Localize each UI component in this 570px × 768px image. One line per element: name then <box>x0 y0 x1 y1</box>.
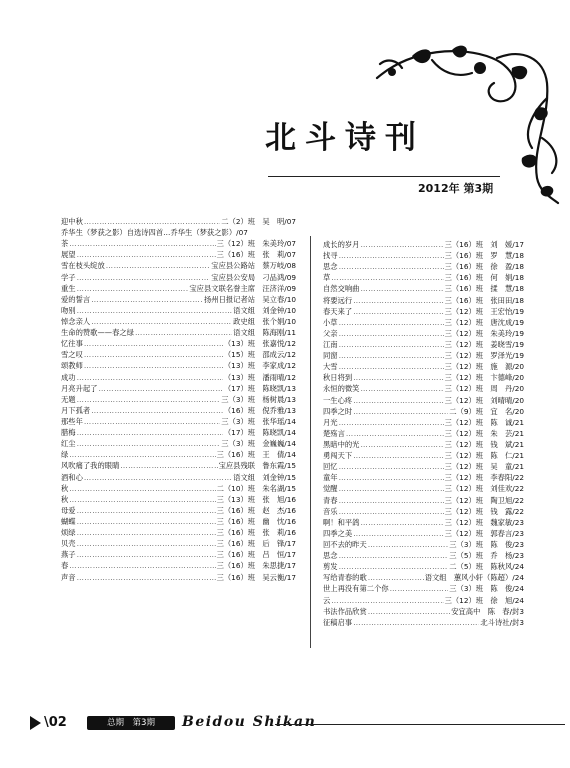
toc-entry-author: 三（16）班 揉 慧/18 <box>444 284 524 294</box>
toc-entry-author: 三（12）班 朱 芸/21 <box>444 428 524 438</box>
toc-entry-author: 三（12）班 罗泽光/19 <box>444 351 524 361</box>
toc-entry-title: 红尘 <box>61 439 76 449</box>
toc-leader-dots <box>339 250 444 261</box>
issue-badge: 总期 第3期 <box>87 716 175 730</box>
toc-entry-author: 三（16）班 朱思捷/17 <box>216 561 296 571</box>
toc-entry-author: 三（12）班 钱 斌/21 <box>444 439 524 449</box>
toc-entry <box>61 449 296 460</box>
toc-entry <box>61 360 296 371</box>
toc-leader-dots <box>353 295 443 306</box>
toc-entry-title: 一生心疼 <box>323 395 353 405</box>
toc-entry-title: 月光 <box>323 417 338 427</box>
toc-entry-author: （17）班 陈晓凯/14 <box>223 428 296 438</box>
toc-entry-author: 语文组 蕙风小轩（陈超）/24 <box>424 573 524 583</box>
toc-leader-dots <box>77 427 223 438</box>
toc-entry-title: 酒和心 <box>61 472 83 482</box>
toc-entry <box>61 394 296 405</box>
toc-entry-title: 颂教师 <box>61 361 83 371</box>
toc-entry-author: 三（12）班 周 丹/20 <box>444 384 524 394</box>
toc-leader-dots <box>69 449 215 460</box>
toc-leader-dots <box>368 539 448 550</box>
toc-entry-title: 雪在枝头绽放 <box>61 261 105 271</box>
toc-leader-dots <box>69 494 215 505</box>
toc-entry-author: 宝应县文联名誉主席 汪济洋/09 <box>189 283 296 293</box>
toc-entry-title: 音乐 <box>323 506 338 516</box>
toc-entry <box>61 549 296 560</box>
toc-entry <box>61 494 296 505</box>
toc-entry-title: 四季之时 <box>323 406 353 416</box>
toc-leader-dots <box>69 483 215 494</box>
toc-entry-title: 父亲 <box>323 328 338 338</box>
toc-entry-author: 北斗诗社/封3 <box>480 617 524 627</box>
toc-entry-author: 宝应县公安局 刁品鸿/09 <box>211 272 296 282</box>
toc-leader-dots <box>77 394 221 405</box>
toc-entry <box>61 249 296 260</box>
toc-entry <box>323 328 524 339</box>
column-divider <box>310 236 311 648</box>
toc-entry <box>323 261 524 272</box>
toc-entry <box>323 350 524 361</box>
page-number: \02 <box>44 715 67 730</box>
toc-entry-title: 展望 <box>61 250 76 260</box>
toc-entry-title: 悼念亲人 <box>61 316 91 326</box>
toc-entry-author: 三（3）班 陈 俊/23 <box>449 539 524 549</box>
toc-entry-title: 剪发 <box>323 562 338 572</box>
toc-entry <box>61 516 296 527</box>
toc-leader-dots <box>368 606 450 617</box>
toc-entry-author: 三（16）班 罗 慧/18 <box>444 251 524 261</box>
toc-entry-author: 三（12）班 郭春言/23 <box>444 528 524 538</box>
toc-entry-title: 江南 <box>323 339 338 349</box>
toc-entry <box>323 539 524 550</box>
toc-entry-author: 语文组 刘金钟/10 <box>233 305 296 315</box>
toc-entry-title: 绿 <box>61 450 69 460</box>
toc-left-column <box>61 216 296 583</box>
toc-entry-title: 蝴蝶 <box>61 516 76 526</box>
toc-entry <box>323 606 524 617</box>
toc-entry-author: 三（16）班 徐 盈/18 <box>444 262 524 272</box>
toc-entry-title: 草 <box>323 273 331 283</box>
toc-entry <box>323 406 524 417</box>
toc-entry-title: 声音 <box>61 572 76 582</box>
toc-entry <box>323 295 524 306</box>
toc-entry-title: 生命的赞歌——春之绿 <box>61 328 134 338</box>
toc-entry-author: 三（16）班 张 莉/07 <box>216 250 296 260</box>
toc-right-column <box>323 239 524 628</box>
toc-entry <box>323 561 524 572</box>
toc-leader-dots <box>339 472 444 483</box>
toc-entry-title: 大雪 <box>323 362 338 372</box>
toc-entry <box>61 505 296 516</box>
toc-leader-dots <box>77 372 223 383</box>
toc-leader-dots <box>339 495 444 506</box>
toc-entry <box>61 216 296 227</box>
toc-entry <box>323 506 524 517</box>
toc-entry <box>61 349 296 360</box>
toc-entry-author: 三（12）班 刘晴晴/20 <box>444 395 524 405</box>
toc-entry <box>323 595 524 606</box>
toc-entry-title: 忆往事 <box>61 339 83 349</box>
toc-entry-title: 找寻 <box>323 251 338 261</box>
toc-entry-title: 回不去的昨天 <box>323 539 367 549</box>
toc-entry <box>323 439 524 450</box>
toc-entry-title: 世上再没有第二个你 <box>323 584 389 594</box>
toc-entry-author: （13）班 李家成/12 <box>223 361 296 371</box>
toc-entry-author: （13）班 潘雨晴/12 <box>223 372 296 382</box>
toc-leader-dots <box>346 428 444 439</box>
toc-entry <box>61 538 296 549</box>
toc-entry-title: 腊梅 <box>61 428 76 438</box>
toc-leader-dots <box>135 327 232 338</box>
toc-leader-dots <box>339 261 444 272</box>
toc-entry-title: 春天来了 <box>323 306 353 316</box>
toc-leader-dots <box>77 283 189 294</box>
triangle-icon <box>30 716 41 730</box>
toc-leader-dots <box>91 316 232 327</box>
toc-leader-dots <box>360 383 443 394</box>
toc-entry-title: 童年 <box>323 473 338 483</box>
toc-entry-title: 自然交响曲 <box>323 284 360 294</box>
toc-entry-title: 成功 <box>61 372 76 382</box>
footer-rule <box>275 724 565 725</box>
toc-entry <box>323 250 524 261</box>
toc-leader-dots <box>353 617 479 628</box>
toc-entry <box>323 583 524 594</box>
toc-entry <box>323 483 524 494</box>
toc-entry-author: 二（9）班 宜 名/20 <box>449 406 524 416</box>
toc-entry-author: 语文组 刘金钟/15 <box>233 472 296 482</box>
toc-leader-dots <box>339 506 444 517</box>
toc-entry-title: 思念 <box>323 262 338 272</box>
toc-entry <box>323 395 524 406</box>
toc-entry-author: 宝应县公路站 蔡万岐/08 <box>211 261 296 271</box>
toc-entry-author: 语文组 陈海刚/11 <box>233 328 296 338</box>
toc-entry <box>323 617 524 628</box>
toc-leader-dots <box>339 328 444 339</box>
toc-entry <box>323 372 524 383</box>
toc-entry <box>323 383 524 394</box>
toc-leader-dots <box>360 439 443 450</box>
toc-entry <box>61 272 296 283</box>
toc-entry-title: 青春 <box>323 495 338 505</box>
toc-entry-title: 同窗 <box>323 351 338 361</box>
toc-entry-title: 吻别 <box>61 305 76 315</box>
toc-entry-title: 四季之美 <box>323 528 353 538</box>
toc-entry-author: 三（13）班 张 旭/16 <box>216 494 296 504</box>
toc-leader-dots <box>77 249 216 260</box>
toc-entry <box>323 239 524 250</box>
toc-entry <box>61 572 296 583</box>
toc-leader-dots <box>339 550 449 561</box>
toc-leader-dots <box>77 538 216 549</box>
toc-entry-title: 书法作品欣赏 <box>323 606 367 616</box>
toc-leader-dots <box>77 549 216 560</box>
toc-entry-author: 三（3）班 张华瑶/14 <box>221 416 296 426</box>
toc-entry-author: 三（12）班 钱 露/22 <box>444 506 524 516</box>
toc-leader-dots <box>98 383 222 394</box>
toc-entry-title: 觉醒 <box>323 484 338 494</box>
toc-entry <box>323 528 524 539</box>
toc-entry-title: 那些年 <box>61 416 83 426</box>
toc-entry-author: 二（10）班 朱名湖/15 <box>216 483 296 493</box>
toc-entry-title: 无题 <box>61 394 76 404</box>
toc-entry-author: 三（16）班 何 娟/18 <box>444 273 524 283</box>
toc-entry-author: 三（16）班 王 倩/14 <box>216 450 296 460</box>
toc-entry <box>323 495 524 506</box>
toc-entry-title: 永恒的微笑 <box>323 384 360 394</box>
toc-leader-dots <box>77 272 211 283</box>
toc-entry <box>323 417 524 428</box>
toc-entry-author: 三（12）班 刘佳欢/22 <box>444 484 524 494</box>
toc-entry-title: 征稿启事 <box>323 617 353 627</box>
toc-entry-title: 写给青春的歌 <box>323 573 367 583</box>
toc-leader-dots <box>353 395 443 406</box>
toc-entry-author: 三（16）班 吴云衡/17 <box>216 572 296 582</box>
toc-leader-dots <box>84 360 223 371</box>
toc-leader-dots <box>353 528 443 539</box>
toc-entry <box>61 472 296 483</box>
toc-entry-author: 二（5）班 陈秋风/24 <box>449 562 524 572</box>
toc-entry-author: 三（12）班 吴 童/21 <box>444 462 524 472</box>
toc-leader-dots <box>339 361 444 372</box>
toc-entry <box>323 572 524 583</box>
toc-entry <box>61 338 296 349</box>
toc-entry <box>61 427 296 438</box>
toc-leader-dots <box>77 438 221 449</box>
toc-entry-title: 春 <box>61 561 69 571</box>
toc-entry <box>61 527 296 538</box>
toc-leader-dots <box>353 306 443 317</box>
toc-entry-author: 三（12）班 施 源/20 <box>444 362 524 372</box>
toc-entry-author: 三（12）班 李春阳/22 <box>444 473 524 483</box>
toc-entry-author: 三（16）班 后 锋/17 <box>216 539 296 549</box>
toc-leader-dots <box>360 283 443 294</box>
brand-wordmark: Beidou Shikan <box>182 714 317 730</box>
toc-entry <box>61 238 296 249</box>
toc-entry <box>61 383 296 394</box>
toc-entry-author: 三（12）班 卞德峰/20 <box>444 373 524 383</box>
toc-entry-title: 秋 <box>61 494 69 504</box>
toc-entry-title: 勇闯天下 <box>323 451 353 461</box>
toc-entry-title: 黑暗中的光 <box>323 439 360 449</box>
toc-leader-dots <box>69 560 215 571</box>
toc-entry-author: 三（12）班 陈 仁/21 <box>444 451 524 461</box>
toc-entry-title: 乔华生（梦获之影）自选诗四首…乔华生（梦获之影）/07 <box>61 228 248 238</box>
toc-entry <box>323 272 524 283</box>
toc-leader-dots <box>69 238 215 249</box>
toc-leader-dots <box>84 349 223 360</box>
toc-entry-title: 啊！和平鸽 <box>323 517 360 527</box>
toc-entry-author: 三（12）班 陶卫旭/22 <box>444 495 524 505</box>
toc-leader-dots <box>84 472 232 483</box>
toc-entry-author: 三（12）班 朱美玲/07 <box>216 239 296 249</box>
toc-entry-author: 三（3）班 陈 俊/24 <box>449 584 524 594</box>
toc-leader-dots <box>91 294 203 305</box>
toc-entry <box>61 460 296 471</box>
toc-entry <box>323 517 524 528</box>
toc-leader-dots <box>77 527 216 538</box>
toc-leader-dots <box>77 505 216 516</box>
toc-entry <box>61 560 296 571</box>
toc-entry-title: 月亮升起了 <box>61 383 98 393</box>
toc-leader-dots <box>339 417 444 428</box>
toc-entry-title: 楚殇言 <box>323 428 345 438</box>
toc-entry-title: 秋日将到 <box>323 373 353 383</box>
toc-entry-author: 三（16）班 赵 杰/16 <box>216 505 296 515</box>
toc-entry-title: 贝壳 <box>61 539 76 549</box>
toc-entry-title: 思念 <box>323 551 338 561</box>
toc-entry <box>323 339 524 350</box>
toc-entry <box>61 327 296 338</box>
toc-leader-dots <box>353 372 443 383</box>
toc-entry-author: 三（12）班 王宏怡/19 <box>444 306 524 316</box>
toc-leader-dots <box>339 561 449 572</box>
toc-entry-author: 安宜高中 陈 春/封3 <box>451 606 524 616</box>
toc-entry-author: 三（16）班 张 莉/16 <box>216 528 296 538</box>
issue-label: 2012年 第3期 <box>418 182 494 195</box>
toc-entry <box>323 361 524 372</box>
toc-entry-author: 三（12）班 徐 旭/24 <box>444 595 524 605</box>
toc-entry-author: 扬州日报记者站 吴立春/10 <box>203 294 296 304</box>
toc-entry <box>61 438 296 449</box>
toc-entry <box>61 372 296 383</box>
toc-entry <box>323 550 524 561</box>
toc-entry-title: 成长的岁月 <box>323 240 360 249</box>
toc-leader-dots <box>84 416 220 427</box>
toc-entry <box>61 283 296 294</box>
toc-entry-title: 迎中秋 <box>61 217 83 226</box>
title-rule <box>268 176 500 177</box>
toc-entry-author: （17）班 陈晓凯/13 <box>223 383 296 393</box>
toc-leader-dots <box>390 583 449 594</box>
toc-entry-title: 小草 <box>323 317 338 327</box>
toc-entry-title: 学子 <box>61 272 76 282</box>
toc-leader-dots <box>331 595 443 606</box>
toc-entry <box>323 450 524 461</box>
toc-entry <box>61 405 296 416</box>
toc-leader-dots <box>331 272 443 283</box>
toc-entry <box>323 461 524 472</box>
toc-entry-title: 爱的誓言 <box>61 294 91 304</box>
toc-leader-dots <box>120 460 217 471</box>
page-footer <box>30 714 570 732</box>
toc-entry-author: 三（5）班 乔 杨/23 <box>449 551 524 561</box>
toc-leader-dots <box>77 572 216 583</box>
toc-entry <box>61 305 296 316</box>
toc-entry-author: 三（16）班 张田田/18 <box>444 295 524 305</box>
toc-entry-author: 三（12）班 陈 诚/21 <box>444 417 524 427</box>
toc-entry <box>323 283 524 294</box>
magazine-title: 北斗诗刊 <box>265 120 425 156</box>
toc-entry-title: 烦绿 <box>61 528 76 538</box>
toc-leader-dots <box>360 517 443 528</box>
toc-entry-title: 月下孤者 <box>61 405 91 415</box>
toc-leader-dots <box>353 450 443 461</box>
toc-entry <box>61 260 296 271</box>
toc-entry-author: （13）班 张嘉悦/12 <box>223 339 296 349</box>
toc-leader-dots <box>339 461 444 472</box>
toc-entry-title: 秋 <box>61 483 69 493</box>
toc-entry-author: 三（12）班 姜晓雪/19 <box>444 339 524 349</box>
toc-entry <box>323 306 524 317</box>
toc-entry <box>323 428 524 439</box>
toc-entry-author: 二（2）班 吴 明/07 <box>221 217 296 226</box>
toc-leader-dots <box>339 317 444 328</box>
toc-leader-dots <box>339 339 444 350</box>
toc-leader-dots <box>91 405 223 416</box>
toc-entry-title: 燕子 <box>61 550 76 560</box>
toc-entry-author: 三（16）班 刘 媛/17 <box>444 240 524 249</box>
toc-leader-dots <box>84 216 220 227</box>
toc-entry <box>61 483 296 494</box>
toc-entry <box>61 316 296 327</box>
toc-leader-dots <box>106 260 211 271</box>
toc-leader-dots <box>353 406 448 417</box>
toc-leader-dots <box>339 483 444 494</box>
toc-leader-dots <box>77 516 216 527</box>
toc-leader-dots <box>368 572 424 583</box>
toc-entry-title: 云 <box>323 595 331 605</box>
toc-entry-author: （15）班 邵成云/12 <box>223 350 296 360</box>
toc-entry <box>323 472 524 483</box>
toc-entry-author: 三（3）班 杨树晨/13 <box>221 394 296 404</box>
toc-entry <box>61 416 296 427</box>
toc-entry-title: 将要远行 <box>323 295 353 305</box>
toc-entry-author: 政史组 张个娟/10 <box>233 316 296 326</box>
toc-entry-title: 风吹痛了我的眼睛 <box>61 461 120 471</box>
toc-entry-author: 宝应县残联 鲁东霞/15 <box>218 461 296 471</box>
toc-entry-author: 三（12）班 朱美玲/19 <box>444 328 524 338</box>
toc-entry-title: 雪之叹 <box>61 350 83 360</box>
toc-entry <box>61 294 296 305</box>
toc-leader-dots <box>360 239 443 250</box>
toc-leader-dots <box>339 350 444 361</box>
toc-entry-title: 重生 <box>61 283 76 293</box>
toc-entry-author: 三（12）班 唐沈成/19 <box>444 317 524 327</box>
toc-leader-dots <box>77 305 233 316</box>
toc-entry-author: 三（3）班 金巍巍/14 <box>221 439 296 449</box>
toc-entry-title: 回忆 <box>323 462 338 472</box>
toc-leader-dots <box>84 338 223 349</box>
toc-entry-author: 三（16）班 幽 忱/16 <box>216 516 296 526</box>
toc-entry <box>323 317 524 328</box>
toc-entry-author: 三（16）班 吕 恒/17 <box>216 550 296 560</box>
toc-entry <box>61 227 296 238</box>
toc-entry-title: 茶 <box>61 239 69 249</box>
toc-entry-author: 三（12）班 魏家敏/23 <box>444 517 524 527</box>
toc-entry-author: （16）班 倪乔雅/13 <box>223 405 296 415</box>
toc-entry-title: 母爱 <box>61 505 76 515</box>
